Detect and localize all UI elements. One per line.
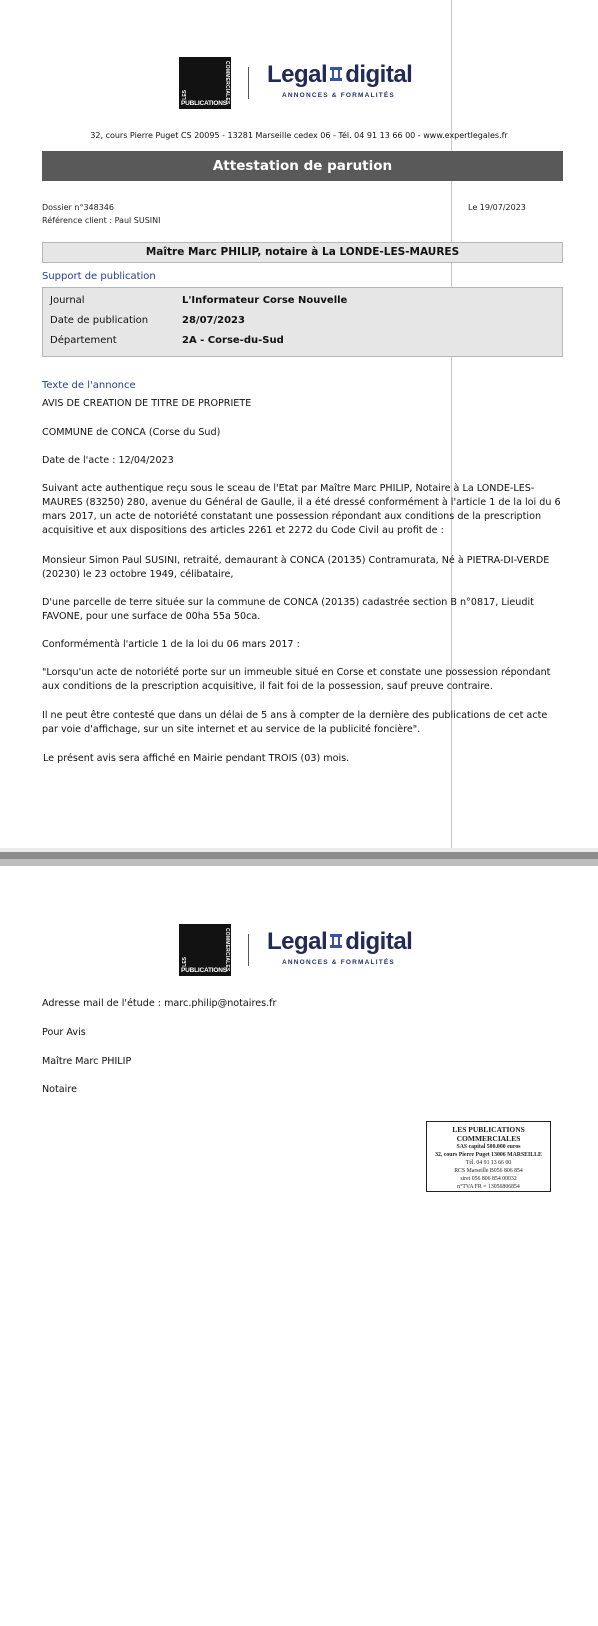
annonce-paragraph-6 [42,709,562,737]
client-reference: Référence client : Paul SUSINI [42,216,161,225]
logo-divider [248,67,249,99]
attestation-date: Le 19/07/2023 [468,203,526,212]
brand-wordmark [267,928,412,956]
text-line: Il ne peut être contesté que dans un délai de 5 ans à compter de la dernière des publications de cet acte [42,710,548,721]
page-2 [0,866,598,1626]
brand-mark-icon [330,931,342,951]
logo-box-vertical-text: COMMERCIALES [224,928,230,972]
support-label: Date de publication [50,315,149,326]
logo-box-bottom-text: PUBLICATIONS [181,100,227,107]
support-table [42,287,563,357]
stamp-line: siret 056 806 854 00032 [460,1176,517,1182]
text-line: (20230) le 23 octobre 1949, célibataire, [42,569,234,580]
annonce-section-title: Texte de l'annonce [42,380,136,391]
annonce-heading: AVIS DE CREATION DE TITRE DE PROPRIETE [42,398,252,409]
brand-left: Legal [267,61,328,88]
annonce-paragraph-2 [42,554,562,582]
company-address: 32, cours Pierre Puget CS 20095 - 13281 Marseille cedex 06 - Tél. 04 91 13 66 00 - www.expertlegales.fr [90,131,508,140]
text-line: "Lorsqu'un acte de notoriété porte sur un immeuble situé en Corse et constate une possession répondant [42,667,551,678]
page-separator [0,848,598,866]
company-stamp [426,1121,551,1192]
stamp-title: LES PUBLICATIONS COMMERCIALES [452,1125,525,1143]
support-row [43,291,564,311]
stamp-line: 32, cours Pierre Puget 13006 MARSEILLE [435,1152,542,1158]
text-line: Suivant acte authentique reçu sous le sceau de l'Etat par Maître Marc PHILIP, Notaire à La LONDE-LES- [42,483,535,494]
support-section-title: Support de publication [42,271,156,282]
annonce-commune: COMMUNE de CONCA (Corse du Sud) [42,427,221,438]
brand-right: digital [345,61,413,88]
support-label: Département [50,335,117,346]
pour-avis: Pour Avis [42,1027,86,1038]
brand-wordmark [267,61,412,89]
logo-box-vertical-text-2: LES [182,957,188,967]
stamp-line: n°TVA FR = 13056806854 [457,1184,520,1190]
support-value: 2A - Corse-du-Sud [182,335,284,346]
legal-digital-logo [179,924,419,976]
support-row [43,311,564,331]
text-line: FAVONE, pour une surface de 00ha 55a 50ca. [42,611,261,622]
annonce-date-acte: Date de l'acte : 12/04/2023 [42,455,174,466]
signer-name: Maître Marc PHILIP [42,1056,132,1067]
logo-divider [248,934,249,966]
logo-box-vertical-text: COMMERCIALES [224,61,230,105]
text-line: Monsieur Simon Paul SUSINI, retraité, demaurant à CONCA (20135) Contramurata, Né à PIETRA-DI-VERDE [42,555,550,566]
stamp-line: SAS capital 500.000 euros [456,1144,521,1150]
dossier-number: Dossier n°348346 [42,203,114,212]
les-publications-logo-box [179,924,231,976]
annonce-paragraph-7: Le présent avis sera affiché en Mairie pendant TROIS (03) mois. [43,753,350,764]
brand-tagline: ANNONCES & FORMALITÉS [282,92,395,99]
text-line: acquisitive et aux dispositions des articles 2261 et 2272 du Code Civil au profit de : [42,525,444,536]
stamp-line: Tél. 04 91 13 66 00 [465,1160,512,1166]
notary-title: Maître Marc PHILIP, notaire à La LONDE-LES-MAURES [42,242,563,263]
annonce-paragraph-1 [42,482,562,538]
brand-tagline: ANNONCES & FORMALITÉS [282,959,395,966]
logo-box-vertical-text-2: LES [182,90,188,100]
text-line: par voie d'affichage, sur un site internet et au service de la publicité foncière". [42,724,421,735]
support-label: Journal [50,295,85,306]
text-line: aux conditions de la prescription acquisitive, il fait foi de la possession, sauf preuve contraire. [42,681,493,692]
signer-role: Notaire [42,1084,77,1095]
brand-left: Legal [267,928,328,955]
support-row [43,331,564,351]
support-value: L'Informateur Corse Nouvelle [182,295,348,306]
text-line: MAURES (83250) 280, avenue du Général de Gaulle, il a été dressé conformément à l'article 1 de la loi du 6 [42,497,561,508]
support-value: 28/07/2023 [182,315,245,326]
logo-box-bottom-text: PUBLICATIONS [181,967,227,974]
annonce-paragraph-4: Conformémentà l'article 1 de la loi du 06 mars 2017 : [42,639,300,650]
annonce-paragraph-3 [42,596,562,624]
les-publications-logo-box [179,57,231,109]
study-email: Adresse mail de l'étude : marc.philip@notaires.fr [42,998,277,1009]
brand-right: digital [345,928,413,955]
brand-mark-icon [330,64,342,84]
text-line: D'une parcelle de terre située sur la commune de CONCA (20135) cadastrée section B n°0817, Lieudit [42,597,534,608]
stamp-line: RCS Marseille B056 806 854 [454,1168,523,1174]
text-line: mars 2017, un acte de notoriété constatant une possession répondant aux conditions de la prescription [42,511,542,522]
attestation-banner: Attestation de parution [42,151,563,181]
annonce-paragraph-5 [42,666,562,694]
legal-digital-logo [179,57,419,109]
